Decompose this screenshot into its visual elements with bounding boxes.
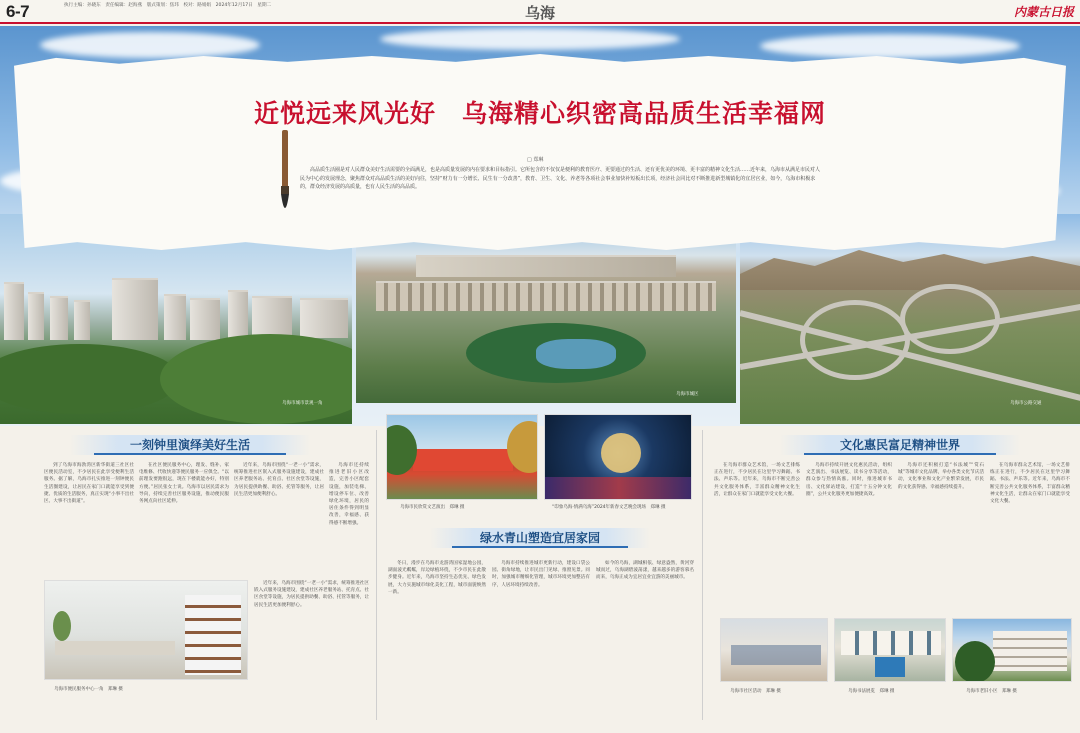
photo-performance-stage [386, 414, 538, 500]
right-text-col-1: 在乌海市群众艺术馆，一场文艺排练正在进行，不少居民在这里学习舞蹈、书法、声乐等。近年来，乌海市不断完善公共文化服务体系，丰富群众精神文化生活，让群众在家门口就能享受文化大餐。 [714, 463, 800, 497]
cloud [40, 32, 260, 58]
building [300, 298, 348, 338]
left-text-col-3: 近年来，乌海市围绕“一老一小”需求，统筹推进社区嵌入式服务设施建设，建成社区养老服务站、托育点、社区食堂等设施，为居民提供助餐、助浴、托管等服务，让居民生活更加便利舒心。 [234, 463, 324, 497]
building [228, 290, 248, 340]
building [190, 298, 220, 340]
page-headline: 近悦远来风光好 乌海精心织密高品质生活幸福网 [253, 99, 826, 128]
right-photo-caption-3: 乌海市老旧小区 郑琳 摄 [966, 689, 1017, 694]
people-group [731, 645, 821, 665]
column-divider [702, 430, 703, 720]
left-text-col-4: 乌海市还持续推进老旧小区改造，完善小区配套设施，加装电梯、增设停车位、改善绿化环境，居民的居住条件得到明显改善，幸福感、获得感不断增强。 [329, 463, 369, 526]
table [55, 641, 175, 655]
building [4, 282, 24, 340]
center-text-col-3: 如今的乌海，湖城相依、绿意盎然，黄河穿城而过，乌海湖碧波荡漾，越来越多的游客慕名而来，乌海正成为宜居宜业宜游的美丽城市。 [596, 561, 694, 581]
center-photo-caption-right: “印象乌海·情满乌海”2024年新春文艺晚会现场 郑琳 摄 [552, 505, 666, 510]
building [416, 255, 676, 277]
center-section-heading: 绿水青山塑造宜居家园 [430, 528, 650, 548]
right-section-heading: 文化惠民富足精神世界 [780, 435, 1020, 455]
interchange-loop [900, 284, 1000, 354]
cloud [380, 28, 680, 50]
photo-caption: 乌海市公路交通 [1010, 401, 1042, 406]
intro-paragraph: 高品质生活圈是对人民群众美好生活需要的全面满足，也是高质量发展的内在要求和目标指引。它所包含的不仅仅是便利的教育医疗、更要通过的生活、还有更优美的环境、更丰富的精神文化生活……近年来，乌海市从满足市民对人民为中心的发展理念，聚焦群众对高品质生活的美好向往，坚持“财力有一分增长、民生有一分改善”，教育、卫生、文化、养老等各项社会事业加快补短板出长项，经济社会同比对不断推进新型城镇化的宜居官业，如今，乌海市积极求的，群众经济发展的高质量，也有人民生活的高品质。 [300, 167, 821, 190]
left-photo-caption: 乌海市便民服务中心一角 郑琳 摄 [54, 687, 123, 692]
left-text-col-1: 到了乌海市海勃湾区新华街道三社区社区便民活动室，不少居民在此享受便利生活服务。据了解，乌海市扎实推进一刻钟便民生活圈建设，让居民在家门口就能享受到便捷、优质的生活服务，真正实现“小事不出社区、大事不出街道”。 [44, 463, 134, 505]
center-photo-caption-left: 乌海市民欣赏文艺演出 郑琳 摄 [400, 505, 465, 510]
page-number: 6-7 [6, 2, 30, 21]
tree [160, 334, 352, 424]
center-text-col-2: 乌海市持续推进城市更新行动，建设口袋公园、街角绿地，让市民出门见绿、推窗见景。同时，加强城市精细化管理，城市环境更加整洁有序，人居环境持续改善。 [492, 561, 590, 588]
right-text-col-4: 在乌海市群众艺术馆，一场文艺排练正在进行，不少居民在这里学习舞蹈、书法、声乐等。近年来，乌海市不断完善公共文化服务体系，丰富群众精神文化生活，让群众在家门口就能享受文化大餐。 [990, 463, 1070, 505]
photo-calligraphy-exhibit [834, 618, 946, 682]
building [74, 300, 90, 340]
right-photo-caption-2: 乌海书法展览 郑琳 摄 [848, 689, 895, 694]
cloud [760, 34, 1020, 58]
person [875, 657, 905, 677]
building [376, 281, 716, 311]
page-header [0, 0, 1080, 24]
tree [955, 641, 995, 682]
photo-gala-stage [544, 414, 692, 500]
byline: □ 郑琳 [527, 157, 544, 163]
photo-residential-block [952, 618, 1072, 682]
plant [53, 611, 71, 641]
left-section-heading: 一刻钟里演绎美好生活 [70, 435, 310, 455]
calligraphy-brush-icon [272, 130, 298, 222]
building [50, 296, 68, 340]
hero-banner [0, 26, 1080, 426]
stage-floor [545, 477, 692, 500]
photo-caption: 乌海市城市景观一角 [282, 401, 323, 406]
lake [536, 339, 616, 369]
building [112, 278, 158, 340]
tree [0, 344, 180, 414]
mountain [740, 250, 1080, 290]
right-text-col-2: 乌海市持续开展文化惠民活动，组织文艺演出、书法展览、读书分享等活动，群众参与热情高涨。同时，推进城市书房、文化驿站建设，打造“十五分钟文化圈”，公共文化服务更加便捷高效。 [806, 463, 892, 497]
right-text-col-3: 乌海市还积极打造“书法城”“赏石城”等城市文化品牌，举办各类文化节庆活动，文化事业和文化产业繁荣发展，市民的文化获得感、幸福感持续提升。 [898, 463, 984, 490]
editor-credits: 执行主编：孙晓东 责任编辑：赵海燕 版式策划：焦玮 校对：路娟娟 2024年12月17日 星期二 [64, 3, 272, 8]
building [993, 631, 1067, 671]
right-photo-caption-1: 乌海市社区活动 郑琳 摄 [730, 689, 781, 694]
left-text-col-5: 近年来，乌海市围绕“一老一小”需求，统筹推进社区嵌入式服务设施建设，建成社区养老服务站、托育点、社区食堂等设施，为居民提供助餐、助浴、托管等服务，让居民生活更加便利舒心。 [254, 581, 369, 608]
headline-paper-panel [14, 54, 1066, 250]
photo-service-center [44, 580, 248, 680]
column-divider [376, 430, 377, 720]
masthead-logo: 内蒙古日报 [1013, 5, 1074, 19]
bookshelf [185, 595, 241, 675]
stage-banner [413, 449, 513, 471]
section-title: 乌海 [524, 4, 555, 22]
center-text-col-1: 冬日，漫步在乌海市龙游湾国家湿地公园，湖面波光粼粼，岸边绿植环绕，不少市民在此散步健身。近年来，乌海市坚持生态优先、绿色发展，大力实施城市绿化美化工程，城市面貌焕然一新。 [388, 561, 486, 595]
exhibit-panels [841, 631, 941, 655]
photo-community-activity [720, 618, 828, 682]
building [164, 294, 186, 340]
left-text-col-2: 在社区便民服务中心，理发、缝补、家电维修、代收快递等便民服务一应俱全。“以前理发要跑很远，现在下楼就能办好，特别方便。”居民张女士说。乌海市以居民需求为导向，持续完善社区服务设施，推动便民服务网点向社区延伸。 [139, 463, 229, 505]
photo-caption: 乌海市城区 [676, 392, 699, 397]
stage-moon [601, 433, 641, 473]
building [28, 292, 44, 340]
photo-aerial-city [356, 223, 736, 403]
